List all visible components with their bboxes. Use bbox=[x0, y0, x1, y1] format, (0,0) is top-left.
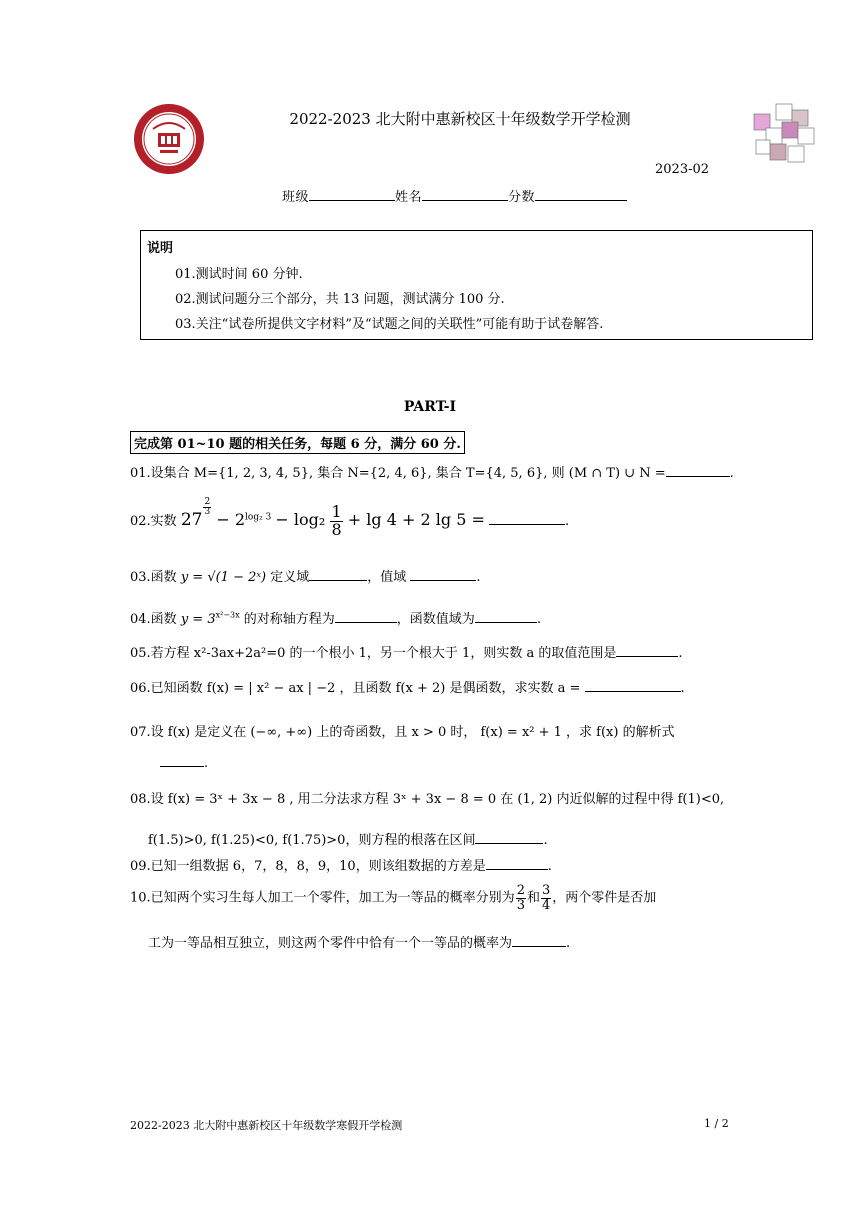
question-06: 06.已知函数 f(x) = | x² − ax | −2 ，且函数 f(x + 2) 是偶函数，求实数 a = . bbox=[130, 677, 685, 696]
footer-title: 2022-2023 北大附中惠新校区十年级数学寒假开学检测 bbox=[130, 1119, 403, 1132]
page-number: 1 / 2 bbox=[704, 1117, 729, 1130]
answer-blank[interactable] bbox=[585, 678, 681, 692]
instruction-line: 03.关注“试卷所提供文字材料”及“试题之间的关联性”可能有助于试卷解答. bbox=[175, 317, 604, 332]
name-blank[interactable] bbox=[422, 187, 508, 201]
question-08-line2: f(1.5)>0, f(1.25)<0, f(1.75)>0，则方程的根落在区间 . bbox=[148, 829, 548, 848]
part-title: PART-I bbox=[403, 399, 457, 415]
question-10: 10.已知两个实习生每人加工一个零件，加工为一等品的概率分别为 $\frac{2}{3}$ 和 $\frac{3}{4}$ ，两个零件是否加 bbox=[130, 883, 657, 913]
name-label: 姓名 bbox=[395, 190, 423, 205]
answer-blank[interactable] bbox=[489, 511, 565, 525]
instructions-heading: 说明 bbox=[147, 241, 174, 256]
answer-blank[interactable] bbox=[309, 567, 367, 581]
instructions-box bbox=[140, 230, 813, 340]
student-info bbox=[282, 186, 627, 205]
question-10-line2: 工为一等品相互独立，则这两个零件中恰有一个一等品的概率为 . bbox=[148, 932, 570, 951]
class-label: 班级 bbox=[282, 190, 310, 205]
question-09: 09.已知一组数据 6，7，8，8，9，10，则该组数据的方差是 . bbox=[130, 855, 552, 874]
answer-blank[interactable] bbox=[486, 856, 548, 870]
answer-blank[interactable] bbox=[335, 609, 397, 623]
question-03: 03.函数 y = √(1 − 2ˣ) 定义域 ，值域 . bbox=[130, 566, 481, 585]
answer-blank[interactable] bbox=[475, 830, 543, 844]
answer-blank[interactable] bbox=[666, 463, 730, 477]
question-02: 02.实数 27 $^{\frac{2}{3}}$ − $2^{log_2 3} - \log_2$ $\frac{1}{8}$ + lg 4 + 2 lg 5 = . bbox=[130, 497, 570, 539]
question-01: 01.设集合 M={1, 2, 3, 4, 5}, 集合 N={2, 4, 6}, 集合 T={4, 5, 6}, 则 (M ∩ T) ∪ N = . bbox=[130, 462, 734, 481]
instruction-line: 01.测试时间 60 分钟. bbox=[175, 267, 303, 282]
answer-blank[interactable] bbox=[616, 643, 678, 657]
page-title: 2022-2023 北大附中惠新校区十年级数学开学检测 bbox=[289, 110, 631, 128]
instruction-line: 02.测试问题分三个部分，共 13 问题，测试满分 100 分. bbox=[175, 292, 505, 307]
class-blank[interactable] bbox=[309, 187, 395, 201]
answer-blank[interactable] bbox=[475, 609, 537, 623]
score-blank[interactable] bbox=[535, 187, 627, 201]
score-label: 分数 bbox=[508, 190, 536, 205]
question-04: 04.函数 $y = 3^{x^2-3x}$ 的对称轴方程为 ，函数值域为 . bbox=[130, 610, 541, 627]
answer-blank[interactable] bbox=[512, 933, 566, 947]
school-logo bbox=[133, 103, 205, 175]
exam-date: 2023-02 bbox=[655, 162, 710, 177]
question-07-line2: . bbox=[160, 753, 208, 771]
answer-blank[interactable] bbox=[160, 753, 204, 767]
question-08: 08.设 f(x) = 3ˣ + 3x − 8 , 用二分法求方程 3ˣ + 3x − 8 = 0 在 (1, 2) 内近似解的过程中得 f(1)<0, bbox=[130, 792, 725, 807]
cubes-logo bbox=[748, 100, 818, 170]
question-07: 07.设 f(x) 是定义在 (−∞, +∞) 上的奇函数，且 x > 0 时， f(x) = x² + 1 ，求 f(x) 的解析式 bbox=[130, 725, 675, 740]
question-05: 05.若方程 x²-3ax+2a²=0 的一个根小 1，另一个根大于 1，则实数 a 的取值范围是 . bbox=[130, 642, 682, 661]
part-instruction: 完成第 01~10 题的相关任务，每题 6 分，满分 60 分. bbox=[130, 431, 465, 454]
answer-blank[interactable] bbox=[410, 567, 476, 581]
